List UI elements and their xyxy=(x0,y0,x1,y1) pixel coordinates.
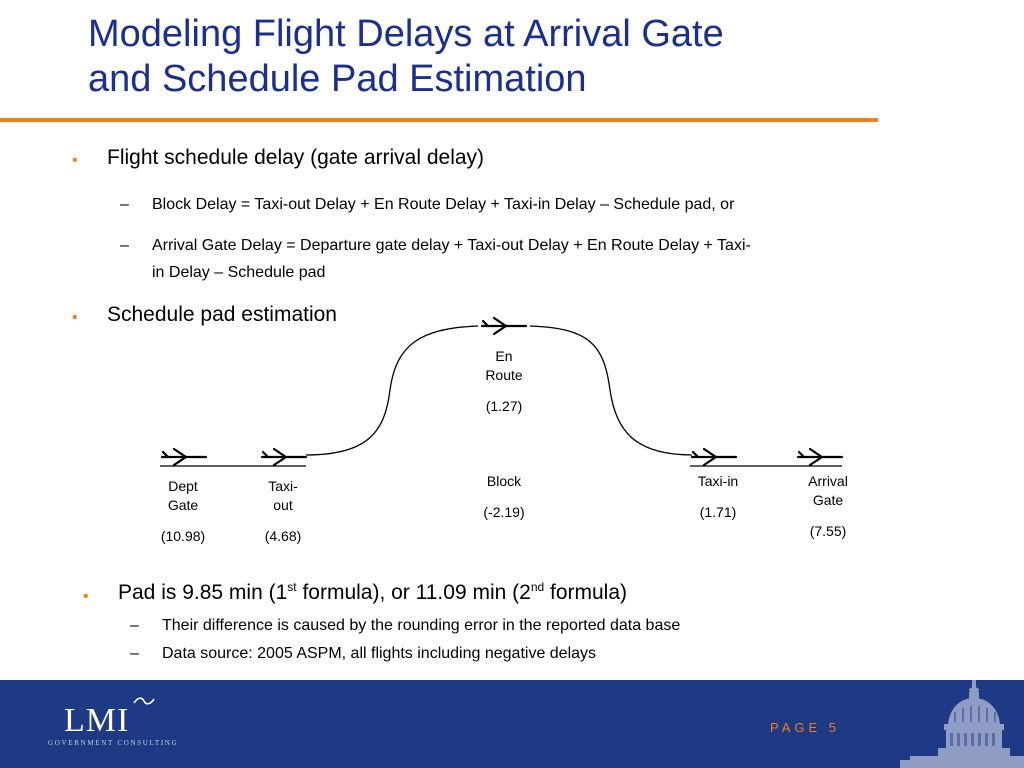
data-source-note: Data source: 2005 ASPM, all flights including negative delays xyxy=(162,645,597,662)
dept-gate-label-line2: Gate xyxy=(167,497,199,513)
logo-tagline: GOVERNMENT CONSULTING xyxy=(48,739,179,747)
airplane-icon xyxy=(260,447,308,467)
arrival-gate-formula-line-1: Arrival Gate Delay = Departure gate delay + Taxi-out Delay + En Route Delay + Taxi- xyxy=(152,237,751,254)
page-title xyxy=(88,12,988,102)
logo-tilde xyxy=(133,697,155,705)
capitol-dome-image xyxy=(900,680,1024,768)
block-value: (-2.19) xyxy=(483,504,525,520)
taxi-out-label-line1: Taxi- xyxy=(268,478,298,494)
taxi-out-value: (4.68) xyxy=(264,528,302,544)
airplane-icon xyxy=(796,447,844,467)
taxi-out-label-line2: out xyxy=(273,497,293,513)
en-route-label-line1: En xyxy=(495,348,513,364)
arrival-gate-value: (7.55) xyxy=(809,523,847,539)
pad-result-part3: formula) xyxy=(544,581,628,604)
page-number: PAGE 5 xyxy=(770,720,841,735)
superscript-nd: nd xyxy=(530,580,545,594)
pad-result-part1: Pad is 9.85 min (1 xyxy=(118,581,288,604)
arrival-gate-label xyxy=(808,472,848,510)
bullet-pad-result xyxy=(118,580,627,605)
airplane-icon xyxy=(160,447,208,467)
dash-marker: – xyxy=(130,645,139,662)
arrival-gate-label-line1: Arrival xyxy=(808,473,848,489)
bullet-marker: • xyxy=(83,588,89,605)
dept-gate-value: (10.98) xyxy=(160,528,206,544)
superscript-st: st xyxy=(287,580,297,594)
bullet-flight-schedule-delay: Flight schedule delay (gate arrival delay) xyxy=(107,146,485,169)
title-line-2: and Schedule Pad Estimation xyxy=(88,58,587,100)
title-divider xyxy=(0,118,878,122)
dept-gate-label xyxy=(168,477,198,515)
taxi-out-label xyxy=(268,477,298,515)
dept-gate-label-line1: Dept xyxy=(168,478,198,494)
arrival-gate-label-line2: Gate xyxy=(812,492,844,508)
taxi-in-value: (1.71) xyxy=(699,504,737,520)
pad-result-part2: formula), or 11.09 min (2 xyxy=(296,581,531,604)
bullet-marker: • xyxy=(72,152,78,169)
en-route-value: (1.27) xyxy=(485,398,523,414)
lmi-logo: LMI xyxy=(64,702,130,739)
taxi-in-label: Taxi-in xyxy=(697,473,739,489)
airplane-icon xyxy=(690,447,738,467)
airplane-icon xyxy=(480,316,528,336)
en-route-label-line2: Route xyxy=(485,367,523,383)
bullet-schedule-pad-estimation: Schedule pad estimation xyxy=(107,303,337,326)
rounding-error-note: Their difference is caused by the rounding error in the reported data base xyxy=(162,617,681,634)
dash-marker: – xyxy=(120,237,129,254)
bullet-marker: • xyxy=(72,309,78,326)
block-label: Block xyxy=(486,473,522,489)
descent-curve xyxy=(530,326,692,455)
dash-marker: – xyxy=(120,196,129,213)
en-route-label xyxy=(485,347,522,385)
climb-curve xyxy=(306,326,478,455)
title-line-1: Modeling Flight Delays at Arrival Gate xyxy=(88,13,724,55)
dash-marker: – xyxy=(130,617,139,634)
footer-bar xyxy=(0,680,1024,768)
block-delay-formula: Block Delay = Taxi-out Delay + En Route Delay + Taxi-in Delay – Schedule pad, or xyxy=(152,196,735,213)
arrival-gate-formula-line-2: in Delay – Schedule pad xyxy=(152,264,326,281)
